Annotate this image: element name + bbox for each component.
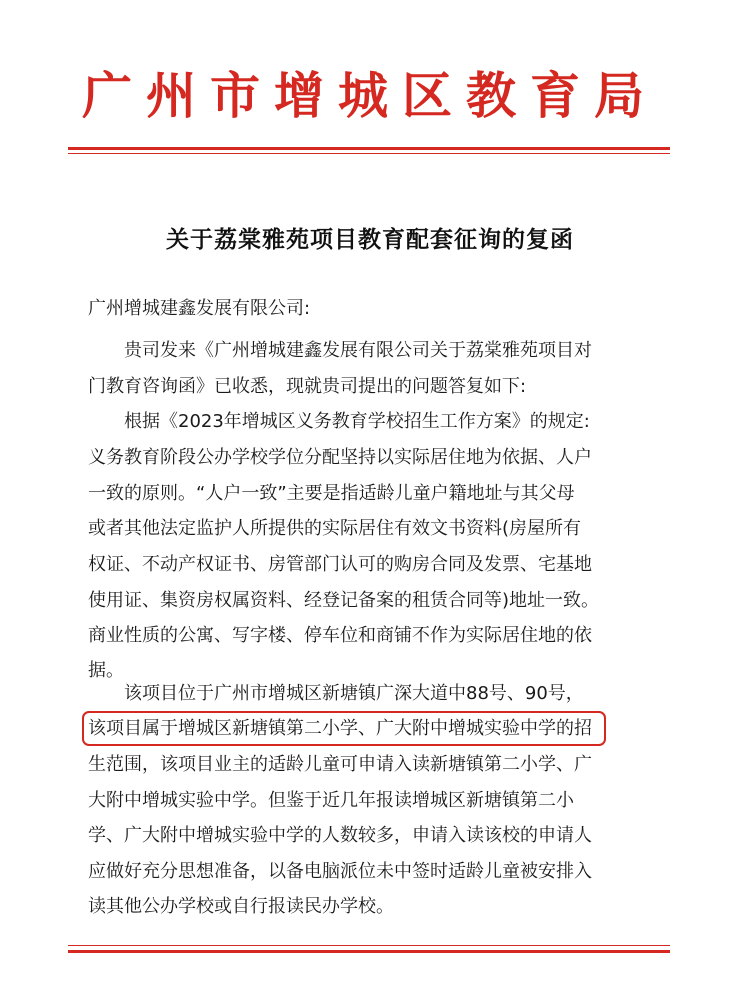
paragraph1-line-2: 门教育咨询函》已收悉，现就贵司提出的问题答复如下:	[88, 376, 527, 397]
paragraph2-line-2: 义务教育阶段公办学校学位分配坚持以实际居住地为依据、人户	[88, 447, 592, 468]
highlight-annotation-box	[82, 711, 606, 746]
letterhead-rule-thin	[68, 153, 670, 154]
paragraph1-line-1: 贵司发来《广州增城建鑫发展有限公司关于荔棠雅苑项目对	[88, 340, 592, 361]
paragraph2-line-5: 权证、不动产权证书、房管部门认可的购房合同及发票、宅基地	[88, 554, 592, 575]
paragraph2-line-3: 一致的原则。“人户一致”主要是指适龄儿童户籍地址与其父母	[88, 483, 575, 504]
footer-rule-thin	[68, 945, 670, 946]
paragraph3-line-3: 生范围，该项目业主的适龄儿童可申请入读新塘镇第二小学、广	[88, 754, 592, 775]
paragraph3-line-2: 该项目属于增城区新塘镇第二小学、广大附中增城实验中学的招	[88, 718, 592, 739]
letterhead-title: 广州市增城区教育局	[82, 67, 658, 125]
paragraph2-line-4: 或者其他法定监护人所提供的实际居住有效文书资料(房屋所有	[88, 518, 582, 539]
paragraph3-line-1: 该项目位于广州市增城区新塘镇广深大道中88号、90号，	[88, 683, 584, 704]
document-title: 关于荔棠雅苑项目教育配套征询的复函	[166, 226, 574, 253]
footer-rule-thick	[68, 950, 670, 953]
letterhead-rule-thick	[68, 147, 670, 150]
paragraph2-line-6: 使用证、集资房权属资料、经登记备案的租赁合同等)地址一致。	[88, 590, 600, 611]
paragraph3-line-5: 学、广大附中增城实验中学的人数较多，申请入读该校的申请人	[88, 825, 592, 846]
paragraph3-line-6: 应做好充分思想准备，以备电脑派位未中签时适龄儿童被安排入	[88, 861, 592, 882]
paragraph3-line-7: 读其他公办学校或自行报读民办学校。	[88, 896, 394, 917]
recipient-line: 广州增城建鑫发展有限公司:	[88, 298, 311, 319]
paragraph3-line-4: 大附中增城实验中学。但鉴于近几年报读增城区新塘镇第二小	[88, 790, 574, 811]
paragraph2-line-1: 根据《2023年增城区义务教育学校招生工作方案》的规定:	[88, 411, 590, 432]
paragraph2-line-7: 商业性质的公寓、写字楼、停车位和商铺不作为实际居住地的依	[88, 625, 592, 646]
paragraph2-line-8: 据。	[88, 660, 124, 681]
